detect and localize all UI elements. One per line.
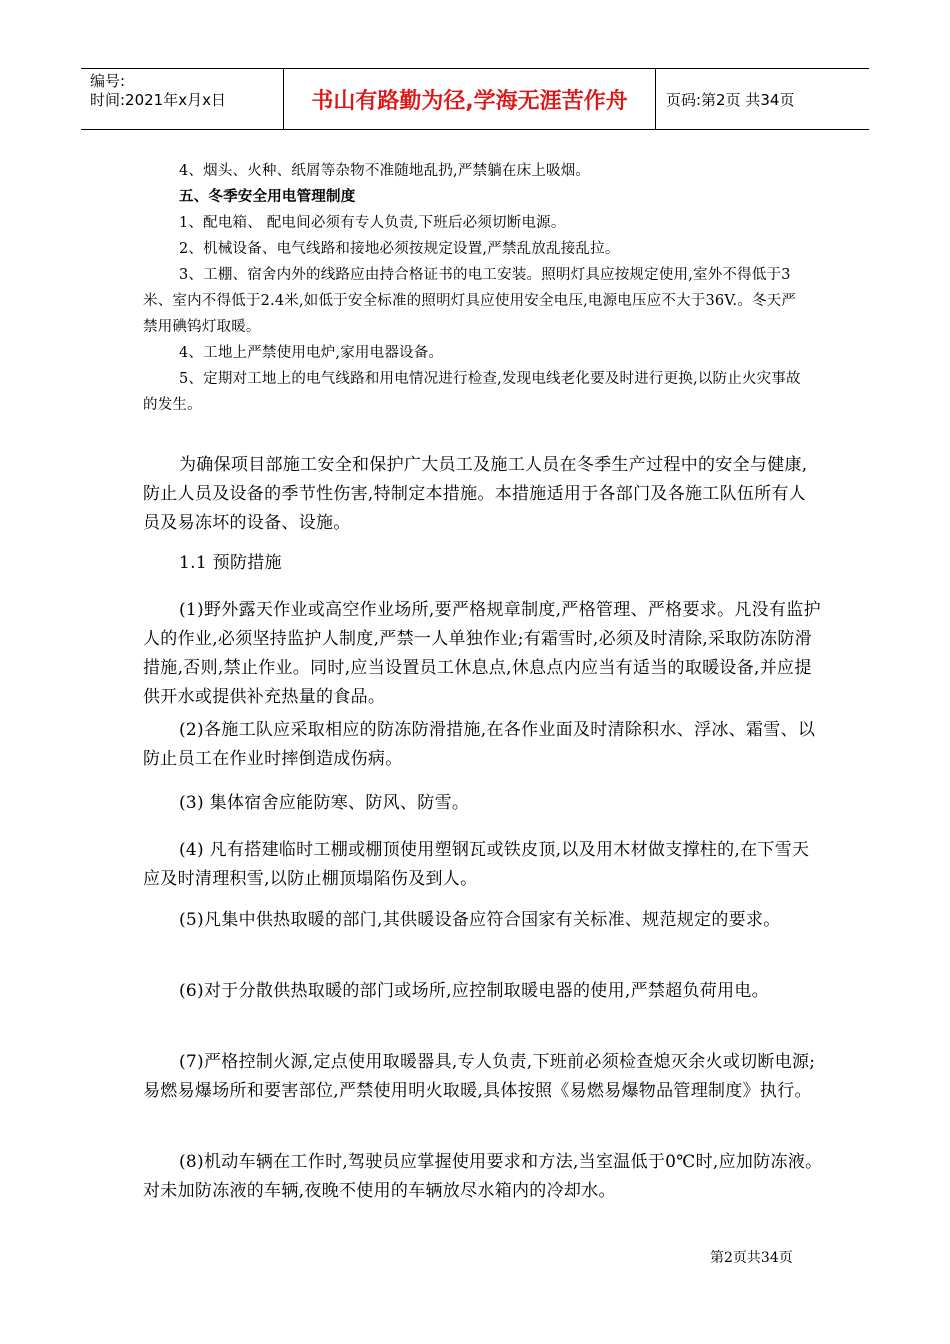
measure-4 — [143, 836, 823, 894]
intro-text: 为确保项目部施工安全和保护广大员工及施工人员在冬季生产过程中的安全与健康,防止人员及设备的季节性伤害,特制定本措施。本措施适用于各部门及各施工队伍所有人员及易冻坏的设备、设施。 — [143, 455, 808, 533]
header-motto: 书山有路勤为径,学海无涯苦作舟 — [284, 69, 656, 129]
measure-1-text: (1)野外露天作业或高空作业场所,要严格规章制度,严格管理、严格要求。凡没有监护人的作业,必须坚持监护人制度,严禁一人单独作业;有霜雪时,必须及时清除,采取防冻防滑措施,否则,禁止作业。同时,应当设置员工休息点,休息点内应当有适当的取暖设备,并应提供开水或提供补充热量的食品。 — [143, 600, 821, 707]
measure-5-text: (5)凡集中供热取暖的部门,其供暖设备应符合国家有关标准、规范规定的要求。 — [179, 910, 781, 930]
section-heading: 五、冬季安全用电管理制度 — [179, 189, 356, 205]
measure-2 — [143, 716, 823, 774]
measure-6-text: (6)对于分散供热取暖的部门或场所,应控制取暖电器的使用,严禁超负荷用电。 — [179, 981, 769, 1001]
subheading-block — [143, 549, 823, 578]
document-time-label: 时间:2021年x月x日 — [90, 91, 226, 109]
rule-2: 2、机械设备、电气线路和接地必须按规定设置,严禁乱放乱接乱拉。 — [179, 241, 620, 257]
measure-3 — [143, 789, 823, 818]
measure-8 — [143, 1148, 823, 1206]
item-4: 4、烟头、火种、纸屑等杂物不准随地乱扔,严禁躺在床上吸烟。 — [179, 163, 591, 179]
measure-8-text: (8)机动车辆在工作时,驾驶员应掌握使用要求和方法,当室温低于0℃时,应加防冻液。对未加防冻液的车辆,夜晚不使用的车辆放尽水箱内的冷却水。 — [143, 1152, 823, 1201]
measure-2-text: (2)各施工队应采取相应的防冻防滑措施,在各作业面及时清除积水、浮冰、霜雪、以防止员工在作业时摔倒造成伤病。 — [143, 720, 816, 769]
header-meta — [81, 69, 284, 129]
intro-paragraph — [143, 451, 823, 538]
document-number-label: 编号: — [90, 72, 126, 90]
measure-4-text: (4) 凡有搭建临时工棚或棚顶使用塑钢瓦或铁皮顶,以及用木材做支撑柱的,在下雪天应及时清理积雪,以防止棚顶塌陷伤及到人。 — [143, 840, 810, 889]
electric-safety-section — [143, 158, 808, 418]
rule-1: 1、配电箱、 配电间必须有专人负责,下班后必须切断电源。 — [179, 215, 566, 231]
measure-5 — [143, 906, 823, 935]
measure-6 — [143, 977, 823, 1006]
page-header — [81, 68, 869, 130]
measure-7 — [143, 1048, 823, 1106]
rule-3: 3、工棚、宿舍内外的线路应由持合格证书的电工安装。照明灯具应按规定使用,室外不得低于3米、室内不得低于2.4米,如低于安全标准的照明灯具应使用安全电压,电源电压应不大于36V.。冬天严禁用碘钨灯取暖。 — [143, 267, 797, 335]
rule-4: 4、工地上严禁使用电炉,家用电器设备。 — [179, 345, 444, 361]
header-page-info: 页码:第2页 共34页 — [666, 90, 795, 109]
measure-7-text: (7)严格控制火源,定点使用取暖器具,专人负责,下班前必须检查熄灭余火或切断电源;易燃易爆场所和要害部位,严禁使用明火取暖,具体按照《易燃易爆物品管理制度》执行。 — [143, 1052, 816, 1101]
measure-3-text: (3) 集体宿舍应能防寒、防风、防雪。 — [179, 793, 470, 813]
subheading: 1.1 预防措施 — [179, 553, 282, 573]
rule-5: 5、定期对工地上的电气线路和用电情况进行检查,发现电线老化要及时进行更换,以防止火灾事故的发生。 — [143, 371, 801, 413]
measure-1 — [143, 596, 823, 712]
page-footer: 第2页共34页 — [710, 1250, 793, 1266]
